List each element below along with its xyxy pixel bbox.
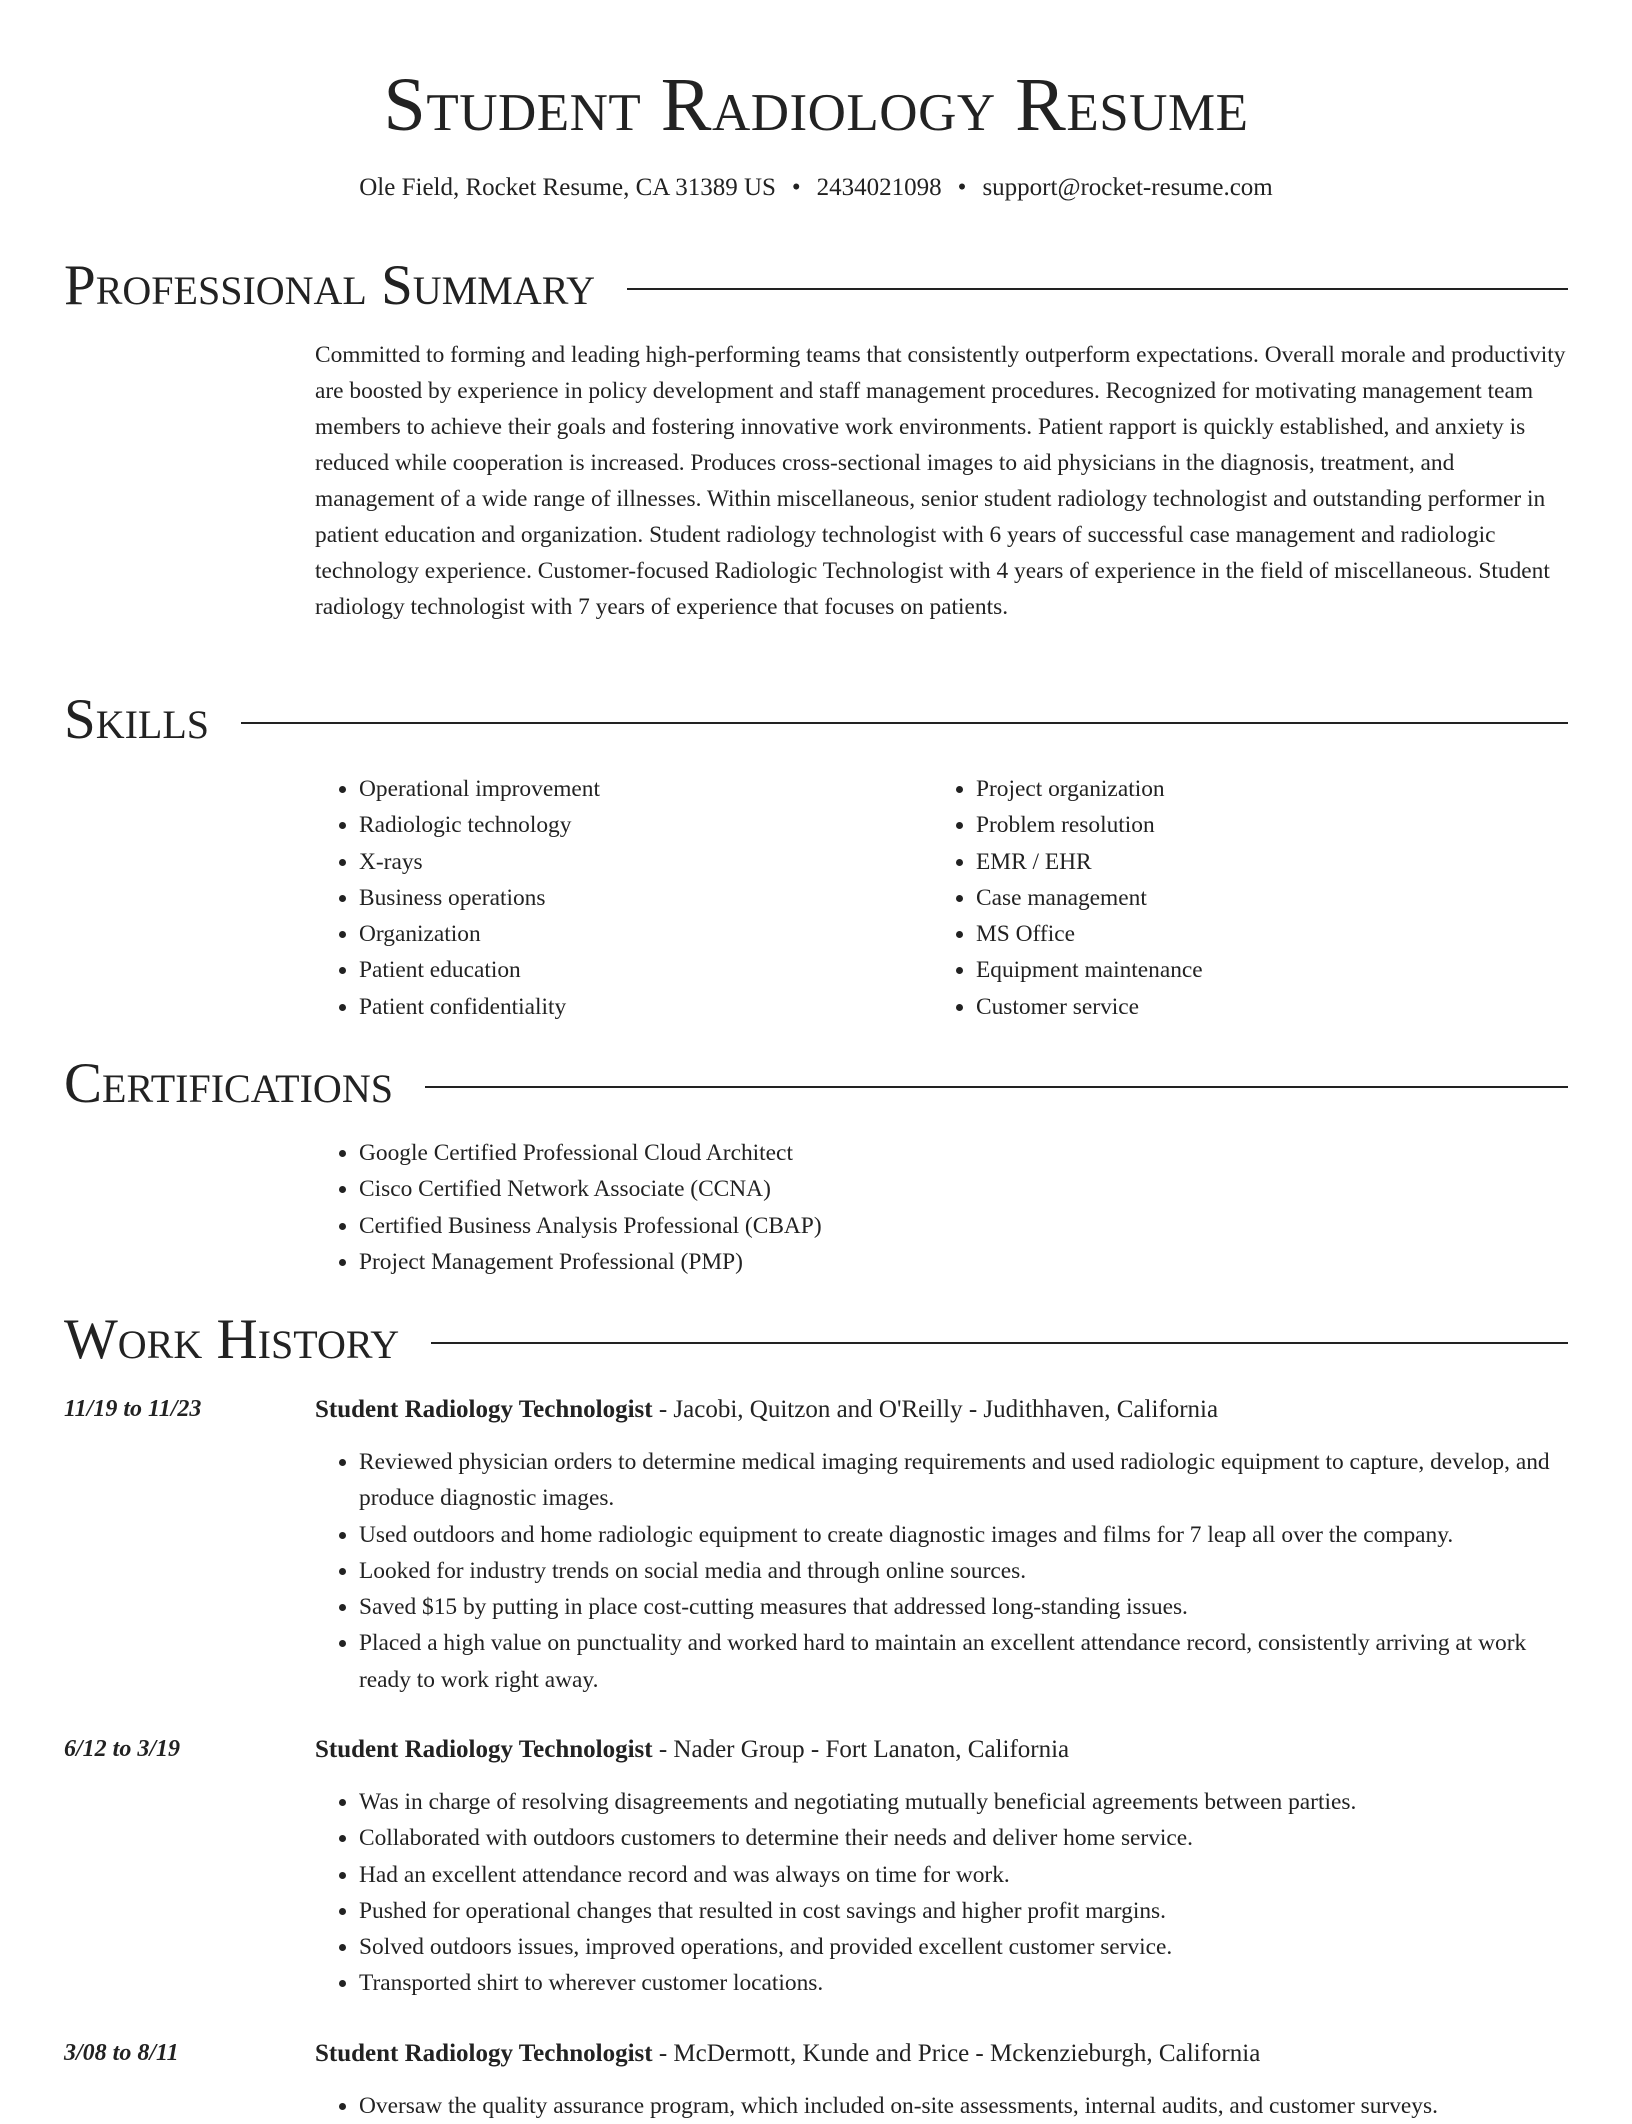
contact-email: support@rocket-resume.com xyxy=(982,174,1273,201)
job-bullet: • Saved $15 by putting in place cost-cutting measures that addressed long-standing issues. xyxy=(359,1589,1568,1625)
skills-list-right xyxy=(932,771,1492,1025)
job-heading xyxy=(315,1396,1592,1424)
job-bullets xyxy=(315,1444,1568,1698)
skill-item: • Operational improvement xyxy=(359,771,875,807)
skill-item: • Organization xyxy=(359,916,875,952)
skill-item: • EMR / EHR xyxy=(976,844,1492,880)
summary-heading: Professional Summary xyxy=(64,254,596,317)
contact-address: Ole Field, Rocket Resume, CA 31389 US xyxy=(359,174,776,201)
skills-section-header xyxy=(64,690,1568,750)
summary-section-header xyxy=(64,256,1568,316)
skills-list-left xyxy=(315,771,875,1025)
job-title: Student Radiology Technologist xyxy=(315,2040,653,2067)
job-bullets xyxy=(315,2088,1568,2124)
job-title: Student Radiology Technologist xyxy=(315,1736,653,1763)
contact-separator: • xyxy=(957,174,967,201)
skill-item: • Problem resolution xyxy=(976,807,1492,843)
certifications-list xyxy=(315,1135,1215,1280)
section-divider xyxy=(425,1086,1568,1088)
skill-item: • MS Office xyxy=(976,916,1492,952)
job-heading xyxy=(315,1736,1592,1764)
contact-separator: • xyxy=(791,174,801,201)
job-bullet: • Transported shirt to wherever customer locations. xyxy=(359,1965,1568,2001)
job-dates: 3/08 to 8/11 xyxy=(64,2040,179,2066)
section-divider xyxy=(431,1342,1568,1344)
job-bullet: • Had an excellent attendance record and was always on time for work. xyxy=(359,1857,1568,1893)
job-title: Student Radiology Technologist xyxy=(315,1396,653,1423)
certification-item: • Google Certified Professional Cloud Architect xyxy=(359,1135,1215,1171)
job-employer: - Nader Group - Fort Lanaton, California xyxy=(652,1736,1070,1763)
certification-item: • Cisco Certified Network Associate (CCNA) xyxy=(359,1171,1215,1207)
job-bullet: • Solved outdoors issues, improved operations, and provided excellent customer service. xyxy=(359,1929,1568,1965)
skill-item: • Patient confidentiality xyxy=(359,989,875,1025)
job-bullet: • Placed a high value on punctuality and worked hard to maintain an excellent attendance record, consistently arriving at work ready to work right away. xyxy=(359,1625,1568,1698)
section-divider xyxy=(241,722,1568,724)
job-bullet: • Looked for industry trends on social media and through online sources. xyxy=(359,1553,1568,1589)
job-heading xyxy=(315,2040,1592,2068)
job-bullet: • Collaborated with outdoors customers to determine their needs and deliver home service. xyxy=(359,1820,1568,1856)
job-bullet: • Reviewed physician orders to determine medical imaging requirements and used radiologic equipment to capture, develop, and produce diagnostic images. xyxy=(359,1444,1568,1517)
skill-item: • Radiologic technology xyxy=(359,807,875,843)
skill-item: • Project organization xyxy=(976,771,1492,807)
job-bullets xyxy=(315,1784,1568,2002)
skill-item: • Equipment maintenance xyxy=(976,952,1492,988)
job-bullet: • Used outdoors and home radiologic equipment to create diagnostic images and films for 7 leap all over the company. xyxy=(359,1517,1568,1553)
job-employer: - McDermott, Kunde and Price - Mckenzieburgh, California xyxy=(652,2040,1261,2067)
skill-item: • X-rays xyxy=(359,844,875,880)
work-heading: Work History xyxy=(64,1308,400,1371)
contact-line xyxy=(0,174,1632,202)
job-employer: - Jacobi, Quitzon and O'Reilly - Judithhaven, California xyxy=(652,1396,1219,1423)
certification-item: • Project Management Professional (PMP) xyxy=(359,1244,1215,1280)
summary-text: Committed to forming and leading high-performing teams that consistently outperform expectations. Overall morale and productivity are boosted by experience in policy development and staff management procedures. Recognized for motivating management team members to achieve their goals and fostering innovative work environments. Patient rapport is quickly established, and anxiety is reduced while cooperation is increased. Produces cross-sectional images to aid physicians in the diagnosis, treatment, and management of a wide range of illnesses. Within miscellaneous, senior student radiology technologist and outstanding performer in patient education and organization. Student radiology technologist with 6 years of successful case management and radiologic technology experience. Customer-focused Radiologic Technologist with 4 years of experience in the field of miscellaneous. Student radiology technologist with 7 years of experience that focuses on patients. xyxy=(315,342,1566,620)
skill-item: • Business operations xyxy=(359,880,875,916)
job-bullet: • Oversaw the quality assurance program, which included on-site assessments, internal audits, and customer surveys. xyxy=(359,2088,1568,2124)
job-bullet: • Was in charge of resolving disagreements and negotiating mutually beneficial agreements between parties. xyxy=(359,1784,1568,1820)
job-dates: 11/19 to 11/23 xyxy=(64,1396,202,1422)
skills-heading: Skills xyxy=(64,688,210,751)
skill-item: • Case management xyxy=(976,880,1492,916)
page-title: Student Radiology Resume xyxy=(383,63,1249,147)
job-dates: 6/12 to 3/19 xyxy=(64,1736,181,1762)
skill-item: • Patient education xyxy=(359,952,875,988)
certifications-section-header xyxy=(64,1054,1568,1114)
skill-item: • Customer service xyxy=(976,989,1492,1025)
contact-phone: 2434021098 xyxy=(816,174,942,201)
work-section-header xyxy=(64,1310,1568,1370)
job-bullet: • Pushed for operational changes that resulted in cost savings and higher profit margins. xyxy=(359,1893,1568,1929)
certifications-heading: Certifications xyxy=(64,1052,393,1115)
certification-item: • Certified Business Analysis Professional (CBAP) xyxy=(359,1208,1215,1244)
section-divider xyxy=(627,288,1568,290)
